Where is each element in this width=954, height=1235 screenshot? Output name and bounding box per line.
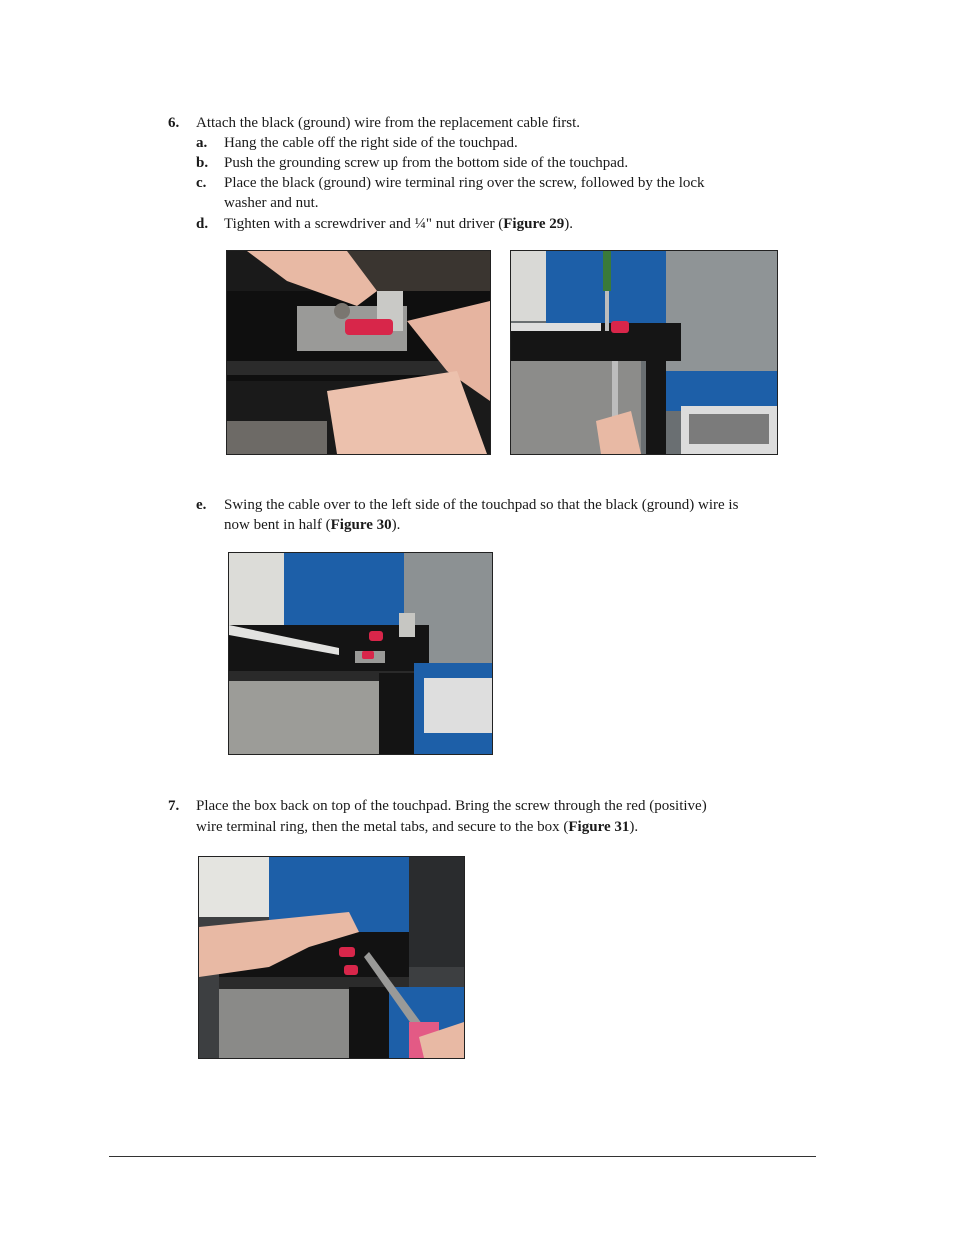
substep-e-text-line2 [224, 515, 400, 535]
substep-b-text: Push the grounding screw up from the bottom side of the touchpad. [224, 155, 629, 171]
step-7-text-line2 [196, 817, 638, 837]
figure-31-photo [198, 856, 465, 1059]
step-7-number: 7. [168, 798, 180, 814]
footer-rule [109, 1156, 816, 1157]
figure-30-reference: Figure 30 [330, 517, 392, 533]
figure-31-reference: Figure 31 [568, 819, 630, 835]
step-7-text-before: wire terminal ring, then the metal tabs, and secure to the box ( [196, 819, 569, 835]
figure-29-photo-left [226, 250, 491, 455]
substep-e-text-line1: Swing the cable over to the left side of the touchpad so that the black (ground) wire is [224, 497, 739, 513]
substep-d-text-after: ). [564, 216, 573, 232]
step-7-text-after: ). [629, 819, 639, 835]
substep-e-text-before: now bent in half ( [224, 517, 331, 533]
figure-30-photo [228, 552, 493, 755]
substep-a-text: Hang the cable off the right side of the touchpad. [224, 135, 518, 151]
substep-a-letter: a. [196, 135, 208, 151]
figure-29-photo-right [510, 250, 778, 455]
figure-29-reference: Figure 29 [503, 216, 565, 232]
substep-d-text-before: Tighten with a screwdriver and ¼" nut driver ( [224, 216, 504, 232]
substep-d-text [224, 214, 573, 234]
step-6-number: 6. [168, 115, 180, 131]
step-7-text-line1: Place the box back on top of the touchpad. Bring the screw through the red (positive) [196, 798, 707, 814]
substep-e-letter: e. [196, 497, 207, 513]
substep-c-text-line1: Place the black (ground) wire terminal ring over the screw, followed by the lock [224, 175, 705, 191]
substep-e-text-after: ). [391, 517, 401, 533]
substep-b-letter: b. [196, 155, 209, 171]
substep-c-letter: c. [196, 175, 207, 191]
substep-d-letter: d. [196, 216, 209, 232]
step-6-text: Attach the black (ground) wire from the replacement cable first. [196, 115, 581, 131]
substep-c-text-line2: washer and nut. [224, 195, 319, 211]
